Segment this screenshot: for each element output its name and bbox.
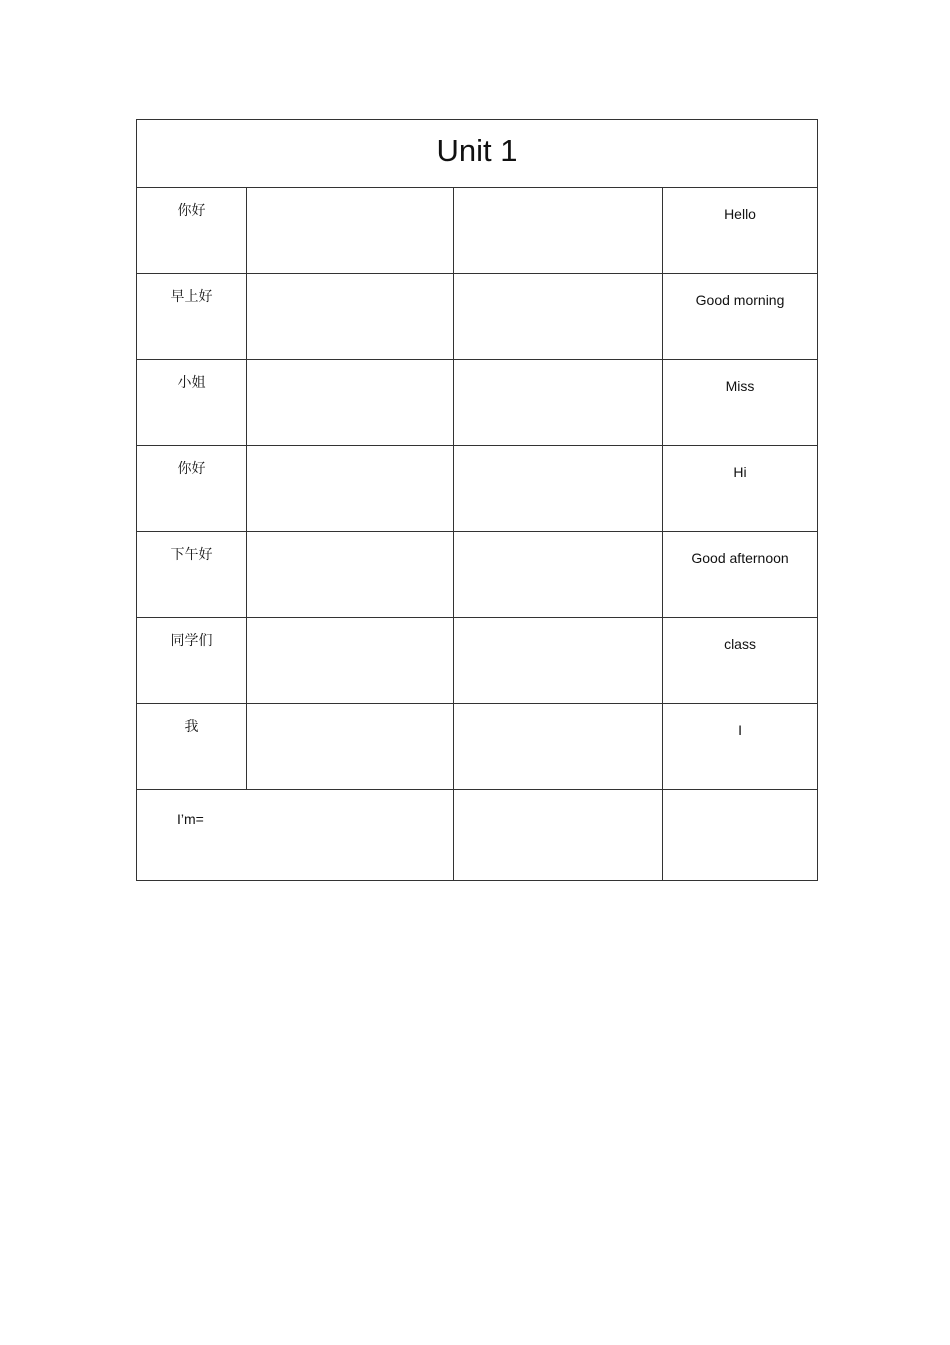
chinese-word: 我 (137, 704, 247, 790)
blank-cell (454, 274, 663, 360)
blank-cell (454, 360, 663, 446)
blank-cell (247, 532, 454, 618)
chinese-word: 同学们 (137, 618, 247, 704)
blank-cell (454, 188, 663, 274)
blank-cell (454, 618, 663, 704)
blank-cell (247, 274, 454, 360)
english-word: Hi (663, 446, 818, 532)
chinese-word: 小姐 (137, 360, 247, 446)
english-word: I (663, 704, 818, 790)
chinese-word: 下午好 (137, 532, 247, 618)
english-word: Good afternoon (663, 532, 818, 618)
vocabulary-table (136, 119, 818, 881)
table-row (137, 704, 818, 790)
english-word: Miss (663, 360, 818, 446)
table-row (137, 618, 818, 704)
blank-cell (454, 532, 663, 618)
table-row (137, 360, 818, 446)
blank-cell (247, 618, 454, 704)
english-word: class (663, 618, 818, 704)
table-row (137, 274, 818, 360)
chinese-word: 早上好 (137, 274, 247, 360)
blank-cell (663, 790, 818, 881)
blank-cell (454, 446, 663, 532)
blank-cell (454, 790, 663, 881)
blank-cell (454, 704, 663, 790)
english-word: Hello (663, 188, 818, 274)
table-row (137, 790, 818, 881)
table-row (137, 446, 818, 532)
blank-cell (247, 188, 454, 274)
chinese-word: 你好 (137, 446, 247, 532)
blank-cell (247, 360, 454, 446)
english-word: Good morning (663, 274, 818, 360)
im-label: I’m= (137, 790, 454, 881)
unit-title: Unit 1 (137, 120, 818, 188)
blank-cell (247, 704, 454, 790)
table-row (137, 532, 818, 618)
table-row (137, 188, 818, 274)
chinese-word: 你好 (137, 188, 247, 274)
blank-cell (247, 446, 454, 532)
